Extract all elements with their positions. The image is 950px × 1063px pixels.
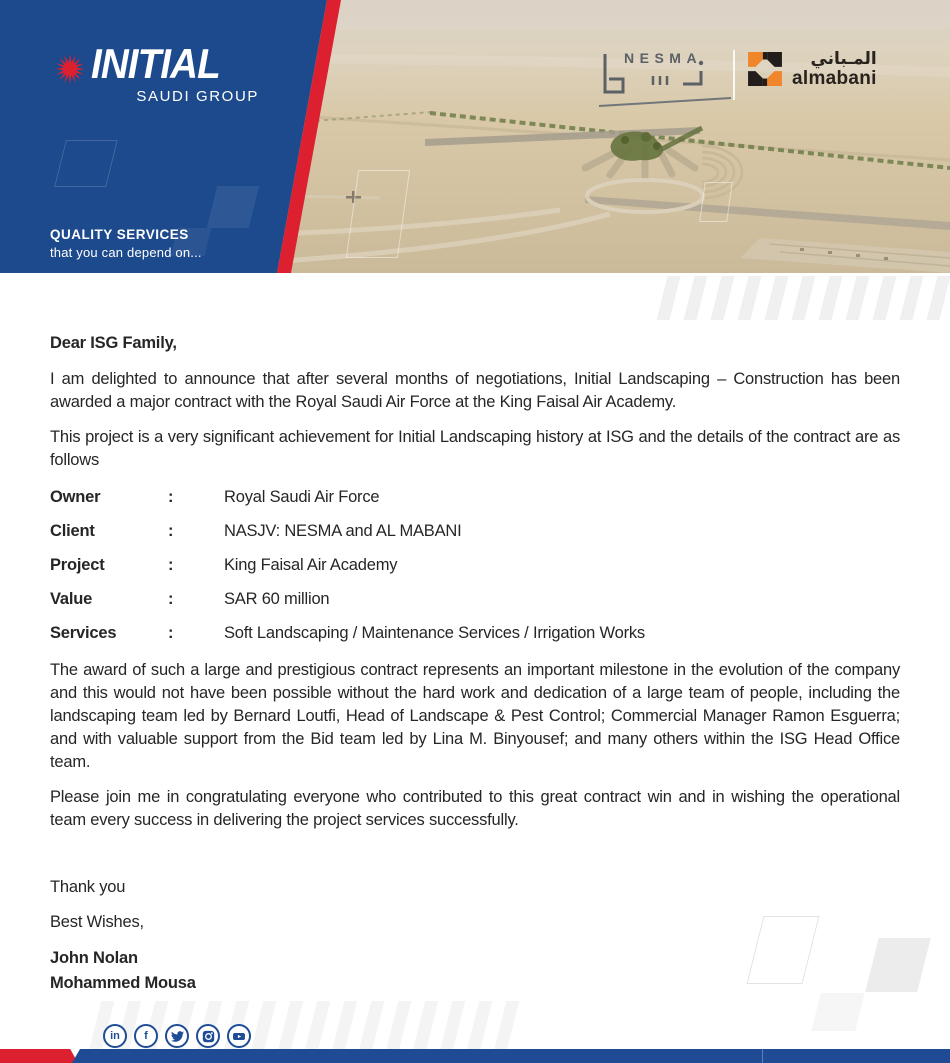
detail-separator: : bbox=[168, 488, 174, 506]
almabani-pinwheel-icon bbox=[747, 51, 783, 87]
detail-value: SAR 60 million bbox=[224, 590, 330, 608]
detail-label: Project bbox=[50, 556, 105, 574]
detail-separator: : bbox=[168, 522, 174, 540]
almabani-arabic-label: المـباني bbox=[810, 49, 877, 69]
instagram-glyph bbox=[202, 1030, 215, 1043]
nesma-logo bbox=[597, 46, 737, 112]
photo-deco-outline bbox=[699, 182, 733, 222]
detail-separator: : bbox=[168, 624, 174, 642]
deco-stripes-top bbox=[657, 276, 950, 320]
detail-value: King Faisal Air Academy bbox=[224, 556, 398, 574]
salutation: Dear ISG Family, bbox=[50, 334, 177, 352]
paragraph-3: The award of such a large and prestigious contract represents an important milestone in the evolution of the company and this would not have been possible without the hard work and dedication of a large team of people, including the landscaping team led by Bernard Loutfi, Head of Landscape & Pest Control; Commercial Manager Ramon Esguerra; and with valuable support from the Bid team led by Lina M. Binyousef; and many others within the ISG Head Office team. bbox=[50, 661, 900, 771]
deco-parallelogram-filled bbox=[811, 993, 864, 1031]
tagline-line2: that you can depend on... bbox=[50, 245, 202, 260]
footer-bar-seam bbox=[762, 1049, 763, 1063]
youtube-icon[interactable] bbox=[227, 1024, 251, 1048]
social-links bbox=[103, 1024, 251, 1048]
letter-body bbox=[50, 332, 900, 996]
logo-separator bbox=[733, 50, 735, 100]
footer-bar-red bbox=[0, 1049, 78, 1063]
facebook-glyph: f bbox=[144, 1029, 148, 1042]
detail-separator: : bbox=[168, 590, 174, 608]
contract-details bbox=[50, 486, 900, 645]
panel-deco-diamond bbox=[207, 186, 259, 228]
detail-value: Soft Landscaping / Maintenance Services / Irrigation Works bbox=[224, 624, 645, 642]
detail-label: Services bbox=[50, 624, 117, 642]
paragraph-1: I am delighted to announce that after several months of negotiations, Initial Landscaping – Construction has been awarded a major contract with the Royal Saudi Air Force at the King Faisal Air Academy. bbox=[50, 370, 900, 411]
header-banner bbox=[0, 0, 950, 273]
signature-block bbox=[50, 946, 900, 996]
linkedin-icon[interactable] bbox=[103, 1024, 127, 1048]
brand-name: INITIAL bbox=[91, 40, 220, 87]
facebook-icon[interactable] bbox=[134, 1024, 158, 1048]
paragraph-4: Please join me in congratulating everyone who contributed to this great contract win and in wishing the operational team every success in delivering the project services successfully. bbox=[50, 788, 900, 829]
detail-label: Value bbox=[50, 590, 93, 608]
detail-value: NASJV: NESMA and AL MABANI bbox=[224, 522, 462, 540]
instagram-icon[interactable] bbox=[196, 1024, 220, 1048]
best-wishes: Best Wishes, bbox=[50, 913, 144, 931]
footer-bar-blue bbox=[72, 1049, 950, 1063]
detail-value: Royal Saudi Air Force bbox=[224, 488, 380, 506]
panel-deco-outline bbox=[54, 140, 118, 187]
brand-subtitle: SAUDI GROUP bbox=[136, 88, 259, 105]
twitter-bird-glyph bbox=[171, 1030, 184, 1043]
nesma-label: NESMA bbox=[624, 50, 703, 66]
thank-you: Thank you bbox=[50, 878, 126, 896]
tagline-line1: QUALITY SERVICES bbox=[50, 227, 189, 242]
twitter-icon[interactable] bbox=[165, 1024, 189, 1048]
almabani-logo bbox=[747, 50, 877, 88]
paragraph-2: This project is a very significant achievement for Initial Landscaping history at ISG and the details of the contract are as follows bbox=[50, 428, 900, 469]
youtube-glyph bbox=[232, 1030, 246, 1043]
detail-label: Owner bbox=[50, 488, 101, 506]
almabani-label: almabani bbox=[792, 68, 877, 89]
detail-separator: : bbox=[168, 556, 174, 574]
signature-name: John Nolan bbox=[50, 949, 138, 967]
starburst-icon bbox=[55, 54, 85, 84]
linkedin-glyph: in bbox=[110, 1029, 120, 1042]
detail-label: Client bbox=[50, 522, 95, 540]
signature-name: Mohammed Mousa bbox=[50, 974, 196, 992]
